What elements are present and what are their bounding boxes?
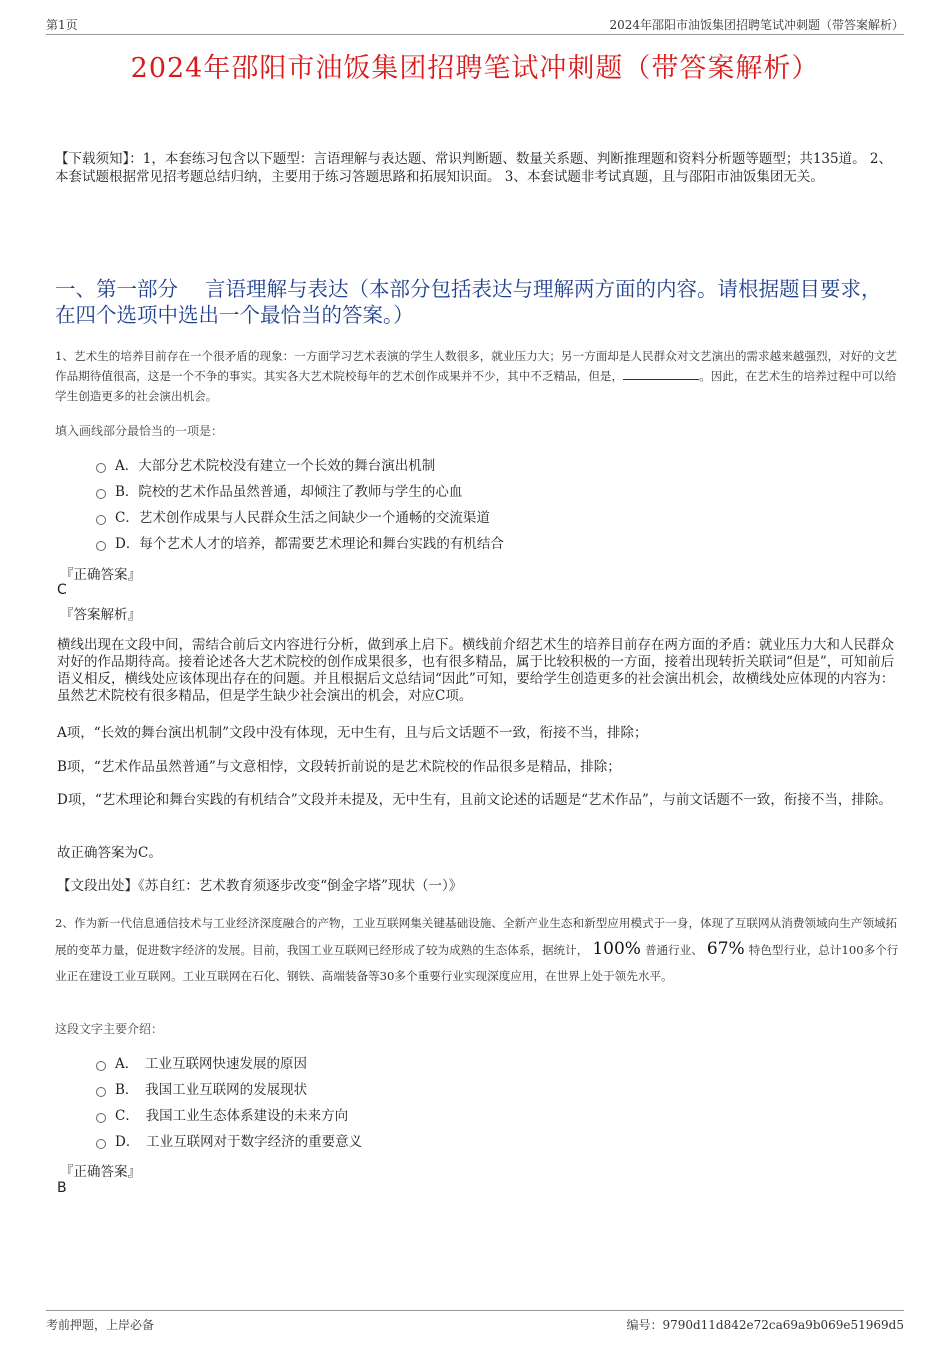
radio-icon[interactable] — [96, 1061, 106, 1071]
radio-icon[interactable] — [96, 515, 106, 525]
question-1-analysis-label: 『答案解析』 — [60, 607, 141, 623]
fill-blank — [623, 369, 699, 380]
page-header — [46, 14, 904, 35]
question-1-text-after: 。因此，在艺术生的培养过程中可以给学生创造更多的社会演出机会。 — [55, 369, 897, 403]
question-1-analysis-main: 横线出现在文段中间，需结合前后文内容进行分析，做到承上启下。横线前介绍艺术生的培养目前存在两方面的矛盾：就业压力大和人民群众对好的作品期待高。接着论述各大艺术院校的创作成果很多，也有很多精品，属于比较积极的一方面，接着出现转折关联词“但是”，可知前后语义相反，横线处应该体现出存在的问题。并且根据后文总结词“因此”可知，要给学生创造更多的社会演出机会，故横线处应体现的内容为：虽然艺术院校有很多精品，但是学生缺少社会演出的机会，对应C项。 — [57, 637, 895, 704]
question-1-text — [55, 346, 902, 406]
question-1-conclusion: 故正确答案为C。 — [57, 845, 162, 861]
question-1-analysis-b: B项，“艺术作品虽然普通”与文意相悖，文段转折前说的是艺术院校的作品很多是精品，排除； — [57, 759, 621, 775]
radio-icon[interactable] — [96, 463, 106, 473]
question-2-text-a: 2、作为新一代信息通信技术与工业经济深度融合的产物，工业互联网集关键基础设施、全新产业生态和新型应用模式于一身，体现了互联网从消费领域向生产领域拓展的变革力量，促进数字经济的发展。目前，我国工业互联网已经形成了较为成熟的生态体系，据统计， — [55, 916, 898, 957]
radio-icon[interactable] — [96, 1087, 106, 1097]
header-doc-title: 2024年邵阳市油饭集团招聘笔试冲刺题（带答案解析） — [609, 18, 904, 32]
download-notice: 【下载须知】：1，本套练习包含以下题型：言语理解与表达题、常识判断题、数量关系题、判断推理题和资料分析题等题型；共135道。 2、本套试题根据常见招考题总结归纳，主要用于练习答题思路和拓展知识面。 3、本套试题非考试真题，且与邵阳市油饭集团无关。 — [55, 151, 892, 185]
question-1-answer-label: 『正确答案』 — [60, 567, 141, 583]
radio-icon[interactable] — [96, 1139, 106, 1149]
percent-100: 100% — [592, 939, 641, 959]
footer-doc-id: 编号：9790d11d842e72ca69a9b069e51969d5 — [626, 1318, 904, 1332]
question-2-options — [96, 1051, 696, 1155]
question-2-text-b: 普通行业、 — [644, 943, 703, 957]
question-2-prompt: 这段文字主要介绍： — [55, 1022, 164, 1036]
document-title: 2024年邵阳市油饭集团招聘笔试冲刺题（带答案解析） — [130, 53, 820, 84]
question-1-option-d[interactable]: D．每个艺术人才的培养，都需要艺术理论和舞台实践的有机结合 — [96, 531, 696, 557]
question-1-option-b[interactable]: B．院校的艺术作品虽然普通，却倾注了教师与学生的心血 — [96, 479, 696, 505]
question-2-option-b[interactable]: B． 我国工业互联网的发展现状 — [96, 1077, 696, 1103]
question-1-answer: C — [57, 582, 67, 598]
question-1-analysis-d: D项，“艺术理论和舞台实践的有机结合”文段并未提及，无中生有，且前文论述的话题是“艺术作品”，与前文话题不一致，衔接不当，排除。 — [57, 792, 892, 808]
question-1-options — [96, 453, 696, 557]
question-2-option-a[interactable]: A． 工业互联网快速发展的原因 — [96, 1051, 696, 1077]
footer-slogan: 考前押题，上岸必备 — [46, 1318, 155, 1332]
question-2-option-c[interactable]: C． 我国工业生态体系建设的未来方向 — [96, 1103, 696, 1129]
radio-icon[interactable] — [96, 1113, 106, 1123]
section-heading: 一、第一部分 言语理解与表达（本部分包括表达与理解两方面的内容。请根据题目要求，在四个选项中选出一个最恰当的答案。） — [55, 277, 882, 327]
question-2-text — [55, 910, 902, 989]
question-2-answer: B — [57, 1180, 67, 1196]
question-1-text-before: 1、艺术生的培养目前存在一个很矛盾的现象：一方面学习艺术表演的学生人数很多，就业压力大；另一方面却是人民群众对文艺演出的需求越来越强烈，对好的文艺作品期待值很高，这是一个不争的事实。其实各大艺术院校每年的艺术创作成果并不少，其中不乏精品，但是， — [55, 349, 898, 383]
question-2-answer-label: 『正确答案』 — [60, 1164, 141, 1180]
question-2-option-d[interactable]: D． 工业互联网对于数字经济的重要意义 — [96, 1129, 696, 1155]
radio-icon[interactable] — [96, 489, 106, 499]
radio-icon[interactable] — [96, 541, 106, 551]
question-1-analysis-a: A项，“长效的舞台演出机制”文段中没有体现，无中生有，且与后文话题不一致，衔接不当，排除； — [57, 725, 648, 741]
question-1-option-a[interactable]: A．大部分艺术院校没有建立一个长效的舞台演出机制 — [96, 453, 696, 479]
question-2-text-c: 特色型行业，总计100多个行业正在建设工业互联网。工业互联网在石化、钢铁、高端装备等30多个重要行业实现深度应用，在世界上处于领先水平。 — [55, 943, 899, 983]
question-1-prompt: 填入画线部分最恰当的一项是： — [55, 424, 224, 438]
question-1-option-c[interactable]: C．艺术创作成果与人民群众生活之间缺少一个通畅的交流渠道 — [96, 505, 696, 531]
page-footer — [46, 1310, 904, 1333]
percent-67: 67% — [706, 939, 745, 959]
question-1-source: 【文段出处】《苏自红：艺术教育须逐步改变“倒金字塔”现状（一）》 — [57, 878, 463, 894]
page-number: 第1页 — [46, 18, 78, 32]
